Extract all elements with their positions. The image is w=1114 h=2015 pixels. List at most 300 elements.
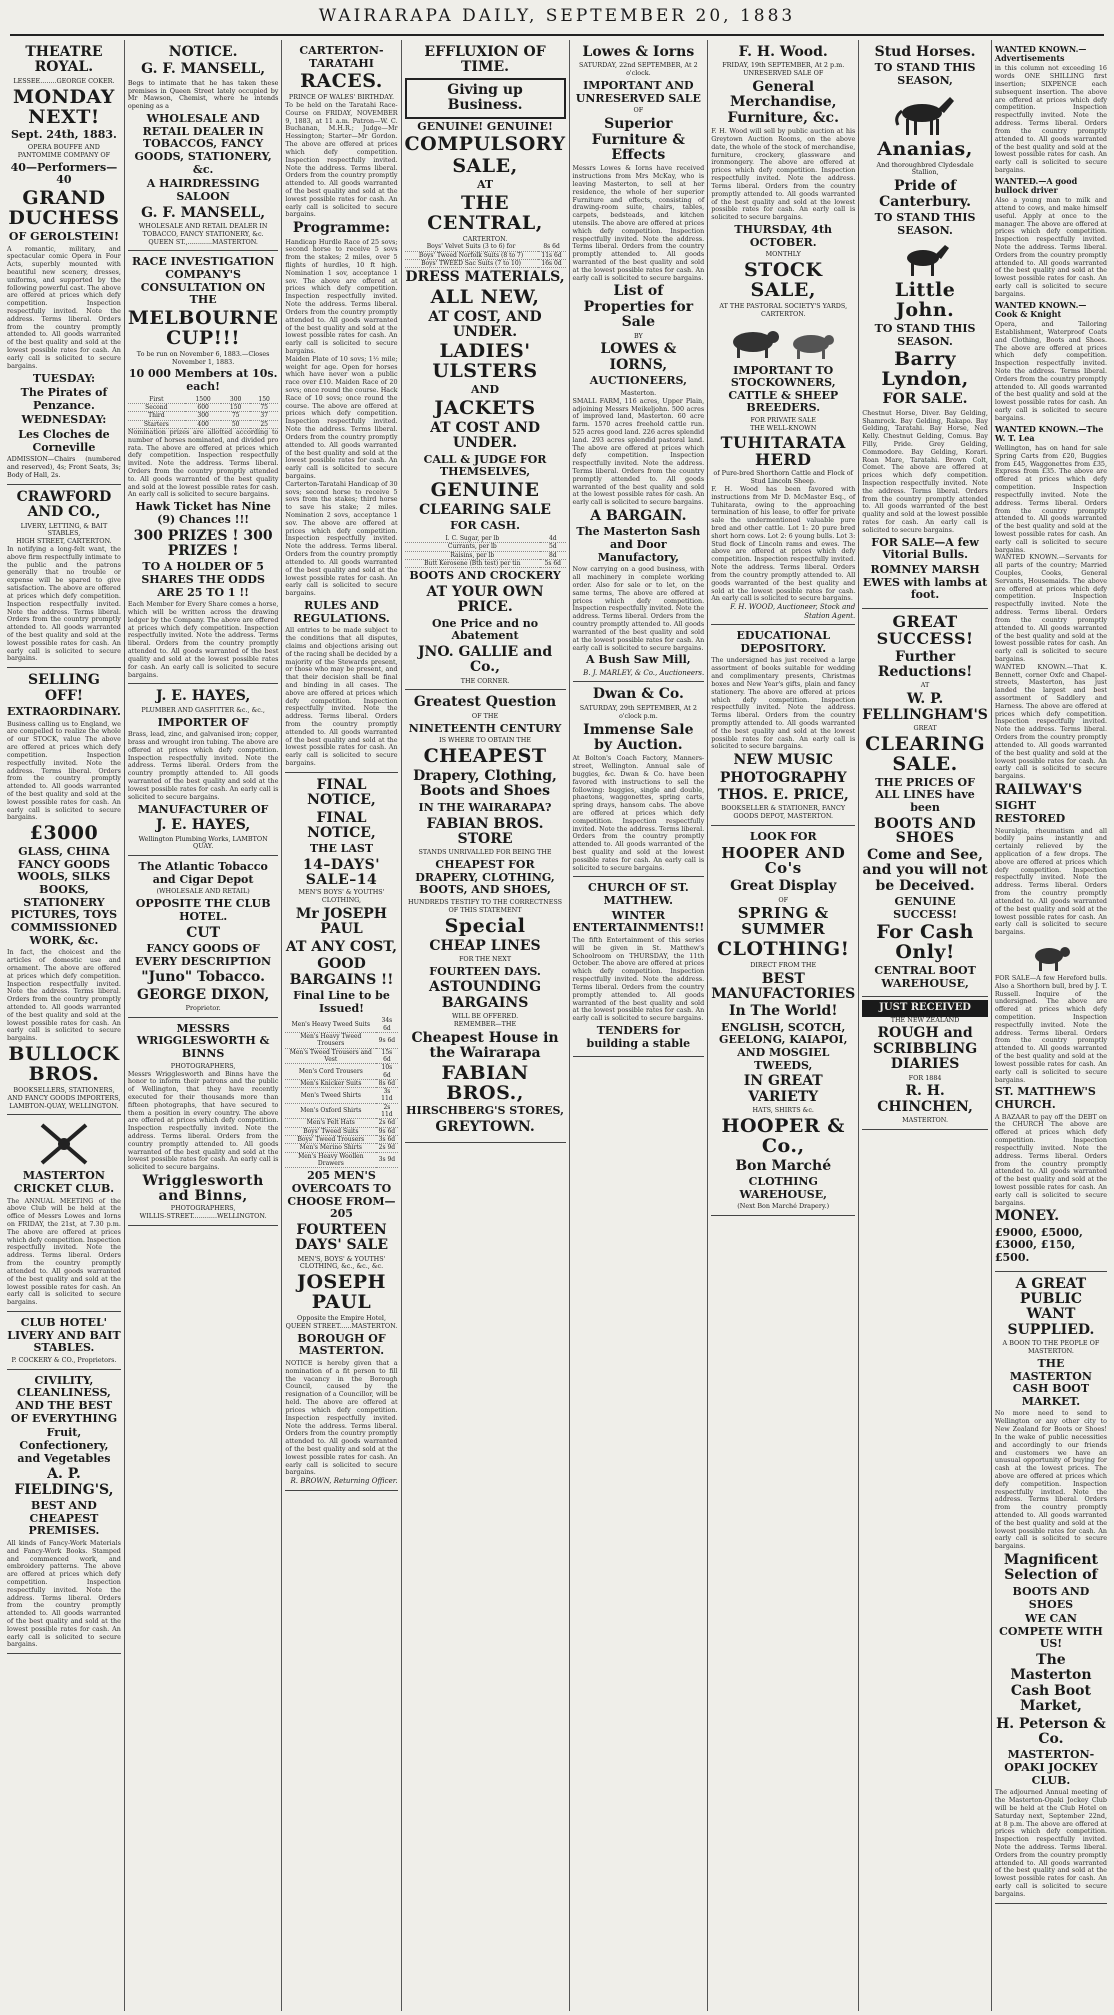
- stud-name: Ananias,: [877, 137, 973, 160]
- masthead-rule: [10, 34, 1104, 36]
- selling-body: Business calling us to England, we are compelled to realize the whole of our STOCK, value The above are offered at prices which defy competition. Inspection respectfully invited. Note the address. Terms liberal. Orders from the country promptly attended to. All goods warranted of the best quality and sold at the lowest possible rates for cash. An early call is solicited to secure bargains.: [7, 721, 121, 823]
- bullock-sub: BOOKSELLERS, STATIONERS, AND FANCY GOODS IMPORTERS,: [7, 1085, 121, 1102]
- wrigg-sub: PHOTOGRAPHERS,: [170, 1061, 236, 1070]
- theatre-heading: THEATRE ROYAL.: [25, 44, 103, 76]
- wanted-sight-body: Neuralgia, rheumatism and all bodily pains instantly and certainly relieved by the application of a few drops. The above are offered at prices which defy competition. Inspection respectfully invited. Note the address. Terms liberal. Orders from the country promptly attended to. All goods warranted of the best quality and sold at the lowest possible rates for cash. An early call is solicited to secure bargains.: [995, 828, 1107, 937]
- wanted-3-body: Opera, and Tailoring Establishment, Waterproof Coats and Clothing, Boots and Shoes. The above are offered at prices which defy competition. Inspection respectfully invited. Note the address. Terms liberal. Orders from the country promptly attended to. All goods warranted of the best quality and sold at the lowest possible rates for cash. An early call is solicited to secure bargains.: [995, 321, 1107, 423]
- column-5: [570, 40, 709, 2011]
- greatest-where: IS WHERE TO OBTAIN THE: [439, 736, 531, 745]
- cattle-picture: [711, 322, 855, 362]
- hooper-next: (Next Bon Marché Drapery.): [737, 1202, 830, 1211]
- hayes-importer: IMPORTER OF: [157, 715, 249, 729]
- races-rules-body: All entries to be made subject to the conditions that all disputes, claims and objections arising out of the racing shall be decided by a majority of the Stewards present, or those who may be present, and that their decision shall be final and binding in all cases. The above are offered at prices which defy competition. Inspection respectfully invited. Note the address. Terms liberal. Orders from the country promptly attended to. All goods warranted of the best quality and sold at the lowest possible rates for cash. An early call is solicited to secure bargains.: [285, 627, 397, 768]
- final-jp: JOSEPH PAUL: [296, 1271, 386, 1314]
- wood-important: IMPORTANT TO STOCKOWNERS, CATTLE & SHEEP BREEDERS.: [728, 363, 839, 415]
- theatre-admission: ADMISSION—Chairs (numbered and reserved), 4s; Front Seats, 3s; Body of Hall, 2s.: [7, 455, 121, 479]
- hayes-name-2: J. E. HAYES,: [156, 817, 251, 834]
- theatre-company: OPERA BOUFFE AND PANTOMIME COMPANY OF: [17, 143, 111, 159]
- wanted-2: WANTED.—A good bullock driver: [994, 175, 1078, 195]
- civility-sub: Fruit, Confectionery, and Vegetables: [17, 1426, 111, 1465]
- lowes-important: IMPORTANT AND UNRESERVED SALE: [575, 79, 701, 105]
- crawford-loc: HIGH STREET, CARTERTON.: [16, 537, 112, 546]
- wanted-4: WANTED KNOWN.—The W. T. Lea: [994, 423, 1104, 443]
- final-jp-sub: Opposite the Empire Hotel,: [296, 1314, 386, 1323]
- races-body-2: Maiden Plate of 10 sovs; 1½ mile; weight for age. Open for horses which have never won a public race over £10. Maiden Race of 20 sovs; once round the course. Hack Race of 10 sovs; once round the course. The above are offered at prices which defy competition. Inspection respectfully invited. Note the address. Terms liberal. Orders from the country promptly attended to. All goods warranted of the best quality and sold at the lowest possible rates for cash. An early call is solicited to secure bargains.: [285, 356, 397, 481]
- fellingham-heading: GREAT SUCCESS!: [876, 611, 974, 648]
- stud-pride: Pride of Canterbury.: [879, 178, 971, 210]
- selling-ad: [7, 668, 121, 1115]
- theatre-show-sub: OF GEROLSTEIN!: [8, 229, 119, 243]
- wood-society: AT THE PASTORAL SOCIETY'S YARDS, CARTERTON.: [719, 301, 848, 318]
- greatest-century: NINETEENTH CENTURY: [408, 721, 562, 735]
- cashboot-compete: WE CAN COMPETE WITH US!: [999, 1612, 1103, 1651]
- hayes-sub-2: Wellington Plumbing Works, LAMBTON QUAY.: [138, 834, 268, 851]
- chinchen-diaries: ROUGH and SCRIBBLING DIARIES: [872, 1025, 978, 1073]
- greatest-greytown: GREYTOWN.: [435, 1119, 535, 1136]
- church-winter: WINTER ENTERTAINMENTS!!: [572, 908, 705, 935]
- final-list: Final Line to be Issued!: [293, 989, 390, 1015]
- effluxion-jackets: JACKETS: [434, 396, 536, 419]
- tobacco-fancy: FANCY GOODS OF EVERY DESCRIPTION: [135, 941, 272, 968]
- fellingham-ad: [862, 609, 988, 998]
- wanted-ad: [995, 40, 1107, 1272]
- theatre-lessee: LESSEE........GEORGE COKER.: [13, 76, 115, 85]
- dwan-heading: Dwan & Co.: [592, 686, 684, 703]
- stud-heading: Stud Horses.: [874, 44, 976, 60]
- fellingham-at: AT: [920, 681, 930, 690]
- effluxion-forcash: FOR CASH.: [450, 519, 520, 533]
- lowes-firm: LOWES & IORNS,: [600, 341, 677, 373]
- notice-name: G. F. MANSELL,: [141, 61, 266, 78]
- hawk-prizes: 300 PRIZES ! 300 PRIZES !: [133, 527, 273, 559]
- hooper-warehouse: CLOTHING WAREHOUSE,: [739, 1175, 827, 1201]
- stud-stand-3: TO STAND THIS SEASON.: [874, 322, 976, 348]
- lowes-loc: Masterton.: [620, 388, 657, 397]
- effluxion-cost-2: AT COST AND UNDER.: [430, 419, 540, 452]
- greatest-heading: Greatest Question: [413, 694, 557, 711]
- hooper-variety: IN GREAT VARIETY: [743, 1073, 823, 1105]
- race-ad: [128, 251, 279, 684]
- theatre-date: MONDAY NEXT!: [13, 85, 115, 128]
- civility-note: BEST AND CHEAPEST PREMISES.: [28, 1498, 100, 1538]
- effluxion-ad: [405, 40, 566, 690]
- fellingham-sub: Further Reductions!: [877, 648, 973, 680]
- wrigg-firm: Wrigglesworth and Binns,: [142, 1173, 264, 1204]
- theatre-show: GRAND DUCHESS: [8, 187, 120, 229]
- church-heading: CHURCH OF ST. MATTHEW.: [588, 881, 689, 908]
- fellingham-central: CENTRAL BOOT WAREHOUSE,: [874, 964, 976, 990]
- bullock-loc: LAMBTON-QUAY, WELLINGTON.: [9, 1101, 119, 1110]
- cashboot-boon: A BOON TO THE PEOPLE OF MASTERTON.: [1002, 1339, 1100, 1356]
- stud-sub: And thoroughbred Clydesdale Stallion,: [876, 160, 974, 177]
- greatest-next: FOR THE NEXT: [458, 954, 512, 963]
- final-cost: AT ANY COST,: [285, 938, 398, 955]
- masthead-title: WAIRARAPA DAILY, SEPTEMBER 20, 1883: [318, 6, 796, 26]
- wood-body: F. H. Wood will sell by public auction at his Greytown Auction Rooms, on the above date, the whole of the stock of merchandise, furniture, crockery, glassware and ironmongery. The above are offered at prices which defy competition. Inspection respectfully invited. Note the address. Terms liberal. Orders from the country promptly attended to. All goods warranted of the best quality and sold at the lowest possible rates for cash. An early call is solicited to secure bargains.: [711, 128, 855, 222]
- tobacco-sub: (WHOLESALE AND RETAIL): [156, 887, 250, 896]
- races-ad: [285, 40, 397, 773]
- effluxion-loc: CARTERTON.: [462, 234, 508, 243]
- column-8: [992, 40, 1110, 2011]
- horse-picture-1: [862, 91, 988, 137]
- final-heading-2: FINAL NOTICE,: [307, 809, 376, 842]
- wrigg-heading: MESSRS WRIGGLESWORTH & BINNS: [136, 1021, 270, 1061]
- final-price-table: Men's Heavy Tweed Suits 34s 6d Men's Heavy Tweed Trousers 9s 6d Men's Tweed Trousers and Vest 15s 6d Men's Cord Trousers 10s 6d Men's Knicker Suits 8s 6d Men's Tweed Shirts 3s 11d Men's Oxford Shirts 2s 11d Men's Felt Hats 2s 6d Boys' Tweed Suits 9s 6d Boys' Tweed Trousers 3s 6d Men's Merino Shirts 2s 9d Men's Heavy Woollen Drawers 3s 9d: [285, 1017, 397, 1168]
- wood-unreserved: UNRESERVED SALE OF: [743, 69, 824, 78]
- wood-stock: STOCK SALE,: [743, 259, 823, 301]
- cashboot-masterton: The Masterton Cash Boot Market,: [1010, 1652, 1092, 1715]
- hawk-holder: TO A HOLDER OF 5 SHARES THE ODDS ARE 25 TO 1 !!: [141, 560, 265, 599]
- column-1: [4, 40, 125, 2011]
- lowes-bush: A Bush Saw Mill,: [586, 653, 691, 667]
- columns: [4, 40, 1110, 2011]
- lowes-superior: Superior Furniture & Effects: [591, 116, 685, 163]
- wrigg-firm-sub: PHOTOGRAPHERS,: [170, 1204, 236, 1213]
- lowes-sash: The Masterton Sash and Door Manufactory,: [576, 525, 701, 564]
- final-fourteen-sub: MEN'S, BOYS' & YOUTHS' CLOTHING, &c., &c., &c.: [297, 1254, 386, 1271]
- wood-known: THE WELL-KNOWN: [750, 423, 817, 432]
- notice-heading: NOTICE.: [168, 44, 238, 60]
- greatest-astounding: ASTOUNDING BARGAINS: [429, 979, 542, 1011]
- chinchen-loc: MASTERTON.: [902, 1116, 948, 1125]
- effluxion-all: ALL NEW,: [430, 285, 540, 308]
- theatre-tuesday: TUESDAY:: [32, 371, 96, 385]
- hooper-hats: HATS, SHIRTS &c.: [752, 1106, 814, 1115]
- bullock-heading: BULLOCK BROS.: [8, 1043, 120, 1085]
- hooper-marche: Bon Marché: [735, 1157, 832, 1174]
- greatest-fabian-2: FABIAN BROS.,: [441, 1061, 529, 1104]
- selling-heading: SELLING OFF!: [28, 672, 100, 704]
- notice-trade: WHOLESALE AND RETAIL DEALER IN TOBACCOS, FANCY GOODS, STATIONERY, &c.: [134, 112, 272, 176]
- civility-ad: [7, 1370, 121, 1655]
- effluxion-sale: SALE,: [452, 155, 518, 178]
- cashboot-boots: BOOTS AND SHOES: [1012, 1584, 1090, 1611]
- races-body: Handicap Hurdle Race of 25 sovs; second horse to receive 5 sovs from the stakes; 2 miles, over 5 flights of hurdles, 10 ft high. Nomination 1 sov, acceptance 1 sov. The above are offered at prices which defy competition. Inspection respectfully invited. Note the address. Terms liberal. Orders from the country promptly attended to. All goods warranted of the best quality and sold at the lowest possible rates for cash. An early call is solicited to secure bargains.: [285, 239, 397, 356]
- stud-stand-2: TO STAND THIS SEASON.: [874, 211, 976, 237]
- civility-name: A. P. FIELDING'S,: [14, 1466, 114, 1498]
- wanted-1: WANTED KNOWN.—Advertisements: [994, 44, 1087, 64]
- final-last: THE LAST: [309, 842, 374, 856]
- effluxion-dress: DRESS MATERIALS,: [405, 269, 565, 286]
- final-signed: R. BROWN, Returning Officer.: [290, 1477, 398, 1486]
- dwan-immense: Immense Sale by Auction.: [583, 721, 694, 753]
- effluxion-yourprice: AT YOUR OWN PRICE.: [426, 583, 544, 616]
- crawford-heading: CRAWFORD AND CO.,: [16, 488, 112, 521]
- lowes-list: List of Properties for Sale: [583, 283, 694, 331]
- bull-icon: [1029, 940, 1073, 972]
- cattle-icon: [723, 322, 843, 362]
- educational-photo: PHOTOGRAPHY: [719, 769, 847, 786]
- wood-thursday: THURSDAY, 4th OCTOBER.: [734, 222, 833, 249]
- greatest-cheapest: CHEAPEST: [423, 745, 547, 768]
- club-ad: [7, 1312, 121, 1370]
- hayes-ad: [128, 684, 279, 856]
- greatest-hirsch: HIRSCHBERG'S STORES,: [406, 1104, 564, 1118]
- crossed-bats-icon: [34, 1121, 94, 1167]
- educational-heading: EDUCATIONAL DEPOSITORY.: [736, 629, 830, 655]
- final-bargains: GOOD BARGAINS !!: [289, 956, 394, 988]
- cashboot-market: THE MASTERTON CASH BOOT MARKET.: [1009, 1356, 1092, 1408]
- hayes-heading: J. E. HAYES,: [156, 688, 251, 705]
- races-heading: CARTERTON-TARATAHI: [299, 44, 384, 70]
- cricket-picture: [7, 1121, 121, 1167]
- races-rules: RULES AND REGULATIONS.: [293, 598, 390, 625]
- lowes-ad: [573, 40, 705, 682]
- hooper-spring: SPRING & SUMMER: [737, 904, 829, 939]
- selling-body-2: In fact, the choicest and the articles of domestic use and ornament. The above are offered at prices which defy competition. Inspection respectfully invited. Note the address. Terms liberal. Orders from the country promptly attended to. All goods warranted of the best quality and sold at the lowest possible rates for cash. An early call is solicited to secure bargains.: [7, 949, 121, 1043]
- effluxion-oneprice: One Price and no Abatement: [431, 616, 539, 643]
- races-big: RACES.: [300, 70, 383, 93]
- educational-music: NEW MUSIC: [733, 752, 834, 769]
- races-sub: PRINCE OF WALES' BIRTHDAY.: [288, 93, 395, 102]
- greatest-cheapest-2: CHEAPEST FOR DRAPERY, CLOTHING, BOOTS, AND SHOES,: [415, 858, 555, 897]
- stud-ad: [862, 40, 988, 609]
- stud-rams: ROMNEY MARSH EWES with lambs at foot.: [862, 563, 988, 602]
- church-tenders: TENDERS for building a stable: [586, 1023, 691, 1050]
- effluxion-sub: Giving up Business.: [405, 78, 566, 119]
- wood-tuhitarata: TUHITARATA HERD: [720, 432, 846, 469]
- dwan-body: At Bolton's Coach Factory, Manners-street, Wellington. Annual sale of buggies, &c. Dwan & Co. have been favored with instructions to sell the following: buggies, single and double, phaetons, waggonettes, spring carts, spring drays, hansom cabs. The above are offered at prices which defy competition. Inspection respectfully invited. Note the address. Terms liberal. Orders from the country promptly attended to. All goods warranted of the best quality and sold at the lowest possible rates for cash. An early call is solicited to secure bargains.: [573, 755, 705, 872]
- cashboot-body: No more need to send to Wellington or any other city to New Zealand for Boots or Shoes! In the wake of public necessities and accordingly to our friends and customers we have an unusual opportunity of buying for cash at the lowest prices. The above are offered at prices which defy competition. Inspection respectfully invited. Note the address. Terms liberal. Orders from the country promptly attended to. All goods warranted of the best quality and sold at the lowest possible rates for cash. An early call is solicited to secure bargains.: [995, 1410, 1107, 1551]
- hooper-look: LOOK FOR: [749, 830, 817, 844]
- greatest-fabian: FABIAN BROS. STORE: [426, 815, 544, 847]
- theatre-corneville: Les Cloches de Corneville: [18, 428, 110, 454]
- final-jp-loc: QUEEN STREET......MASTERTON.: [285, 1321, 398, 1330]
- column-6: [708, 40, 859, 2011]
- stud-sale: FOR SALE.: [882, 391, 968, 408]
- greatest-ad: [405, 690, 566, 1142]
- hooper-of: OF: [778, 895, 789, 904]
- civility-heading: CIVILITY, CLEANLINESS, AND THE BEST OF EVERYTHING: [10, 1373, 118, 1425]
- wrigg-ad: [128, 1018, 279, 1226]
- horse-picture-2: [862, 240, 988, 278]
- educational-ad: [711, 625, 855, 826]
- theatre-wednesday: WEDNESDAY:: [21, 413, 107, 427]
- wanted-rail: RAILWAY'S: [994, 781, 1083, 798]
- lowes-heading: Lowes & Iorns: [582, 44, 695, 60]
- tobacco-owner-sub: Proprietor.: [185, 1004, 221, 1012]
- cashboot-public: A GREAT PUBLIC WANT SUPPLIED.: [1007, 1275, 1095, 1338]
- wood-ad: [711, 40, 855, 625]
- effluxion-central: THE CENTRAL,: [427, 191, 543, 234]
- wanted-7-body: FOR SALE—A few Hereford bulls. Also a Shorthorn bull, bred by J. T. Russell. Inquire of the undersigned. The above are offered at prices which defy competition. Inspection respectfully invited. Note the address. Terms liberal. Orders from the country promptly attended to. All goods warranted of the best quality and sold at the lowest possible rates for cash. An early call is solicited to secure bargains.: [995, 975, 1107, 1084]
- theatre-body: A romantic, military, and spectacular comic Opera in Four Acts, superbly mounted with beautiful new scenery, dresses, uniforms, and supported by the following powerful cast. The above are offered at prices which defy competition. Inspection respectfully invited. Note the address. Terms liberal. Orders from the country promptly attended to. All goods warranted of the best quality and sold at the lowest possible rates for cash. An early call is solicited to secure bargains.: [7, 246, 121, 371]
- wood-date: FRIDAY, 19th SEPTEMBER, At 2 p.m.: [722, 61, 845, 70]
- effluxion-grocery-table: I. C. Sugar, per lb 4d Currants, per lb 5d Raisins, per lb 8d Butt Kerosene (Bth test) per tin 5s 6d: [405, 535, 566, 568]
- lowes-sash-body: Now carrying on a good business, with all machinery in complete working order. Also for sale or to let, on the same terms, The above are offered at prices which defy competition. Inspection respectfully invited. Note the address. Terms liberal. Orders from the country promptly attended to. All goods warranted of the best quality and sold at the lowest possible rates for cash. An early call is solicited to secure bargains.: [573, 566, 705, 652]
- race-prize-table: First 1500 300 150 Second 600 150 75 Third 300 75 37 Starters 400 50 25: [128, 396, 279, 429]
- greatest-of: OF THE: [471, 711, 499, 720]
- chinchen-year: FOR 1884: [908, 1073, 942, 1082]
- cashboot-jockey-body: The adjourned Annual meeting of the Masterton-Opaki Jockey Club will be held at the Club Hotel on Saturday next, September 22nd, at 8 p.m. The above are offered at prices which defy competition. Inspection respectfully invited. Note the address. Terms liberal. Orders from the country promptly attended to. All goods warranted of the best quality and sold at the lowest possible rates for cash. An early call is solicited to secure bargains.: [995, 1789, 1107, 1898]
- stud-stand: TO STAND THIS SEASON,: [874, 61, 976, 88]
- effluxion-gallie: JNO. GALLIE and Co.,: [417, 643, 553, 676]
- masthead: [0, 0, 1114, 40]
- mansell-name: G. F. MANSELL,: [141, 204, 266, 221]
- race-heading: RACE INVESTIGATION COMPANY'S CONSULTATION ON THE: [131, 255, 275, 307]
- column-7: [859, 40, 992, 2011]
- mansell-sub: WHOLESALE AND RETAIL DEALER IN TOBACCO, FANCY STATIONERY, &c.: [138, 221, 268, 238]
- chinchen-new: THE NEW ZEALAND: [890, 1015, 960, 1024]
- cashboot-jockey: MASTERTON-OPAKI JOCKEY CLUB.: [1004, 1748, 1098, 1787]
- hayes-body: Brass, lead, zinc, and galvanised iron; copper, brass and wrought iron tubing. The above are offered at prices which defy competition. Inspection respectfully invited. Note the address. Terms liberal. Orders from the country promptly attended to. All goods warranted of the best quality and sold at the lowest possible rates for cash. An early call is solicited to secure bargains.: [128, 731, 279, 801]
- crawford-body: In notifying a long-felt want, the above firm respectfully intimate to the public and the patrons generally that no trouble or expense will be spared to give satisfaction. The above are offered at prices which defy competition. Inspection respectfully invited. Note the address. Terms liberal. Orders from the country promptly attended to. All goods warranted of the best quality and sold at the lowest possible rates for cash. An early call is solicited to secure bargains.: [7, 546, 121, 663]
- greatest-cheap: CHEAP LINES: [429, 937, 541, 954]
- effluxion-boots: BOOTS AND CROCKERY: [409, 569, 561, 583]
- final-mens: MEN'S BOYS' & YOUTHS' CLOTHING,: [298, 888, 385, 905]
- lowes-sat: SATURDAY, 22nd SEPTEMBER, At 2 o'clock.: [579, 61, 698, 78]
- final-ad: [285, 773, 397, 1491]
- wanted-1-body: in this column not exceeding 16 words ONE SHILLING first insertion; SIXPENCE each subsequent insertion. The above are offered at prices which defy competition. Inspection respectfully invited. Note the address. Terms liberal. Orders from the country promptly attended to. All goods warranted of the best quality and sold at the lowest possible rates for cash. An early call is solicited to secure bargains.: [995, 65, 1107, 174]
- hayes-manu: MANUFACTURER OF: [137, 802, 269, 816]
- civility-body: All kinds of Fancy-Work Materials and Fancy-Work Books. Stamped and commenced work, and embroidery patterns. The above are offered at prices which defy competition. Inspection respectfully invited. Note the address. Terms liberal. Orders from the country promptly attended to. All goods warranted of the best quality and sold at the lowest possible rates for cash. An early call is solicited to secure bargains.: [7, 1540, 121, 1649]
- wrigg-body: Messrs Wrigglesworth and Binns have the honor to inform their patrons and the public of Wellington, that they have recently executed for their thousands more than fifteen photographs, that have secured to them a position in every country. The above are offered at prices which defy competition. Inspection respectfully invited. Note the address. Terms liberal. Orders from the country promptly attended to. All goods warranted of the best quality and sold at the lowest possible rates for cash. An early call is solicited to secure bargains.: [128, 1071, 279, 1173]
- lowes-properties: SMALL FARM, 116 acres, Upper Plain, adjoining Messrs Meikeljohn. 500 acres of improved land, Masterton. 60 acre farm. 1570 acres freehold cattle run. 525 acres good land. 226 acres splendid land. 293 acres splendid pastoral land. The above are offered at prices which defy competition. Inspection respectfully invited. Note the address. Terms liberal. Orders from the country promptly attended to. All goods warranted of the best quality and sold at the lowest possible rates for cash. An early call is solicited to secure bargains.: [573, 398, 705, 507]
- horse-icon: [890, 91, 960, 137]
- stud-ram: FOR SALE—A few Vitorial Bulls.: [871, 535, 979, 562]
- cashboot-magnificent: Magnificent Selection of: [1003, 1552, 1098, 1584]
- effluxion-price-table: Boys' Velvet Suits (3 to 6) for 8s 6d Boys' Tweed Norfolk Suits (8 to 7) 11s 6d Boys' TWEED Sac Suits (7 to 10) 16s 0d: [405, 243, 566, 268]
- races-programme: Programme:: [292, 220, 391, 237]
- fellingham-boots: BOOTS AND SHOES: [873, 815, 977, 847]
- greatest-fortnight: FOURTEEN DAYS.: [429, 964, 541, 978]
- effluxion-call: CALL & JUDGE FOR THEMSELVES,: [423, 452, 547, 479]
- hooper-firm: HOOPER & Co.,: [721, 1114, 845, 1157]
- club-heading: CLUB HOTEL' LIVERY AND BAIT STABLES.: [7, 1315, 121, 1355]
- effluxion-genuine-2: GENUINE: [430, 478, 540, 501]
- club-sub: P. COCKERY & CO., Proprietors.: [11, 1355, 117, 1364]
- hawk-body: Each Member for Every Share comes a horse, which will be written across the drawing ledger by the Company. The above are offered at prices which defy competition. Inspection respectfully invited. Note the address. Terms liberal. Orders from the country promptly attended to. All goods warranted of the best quality and sold at the lowest possible rates for cash. An early call is solicited to secure bargains.: [128, 601, 279, 679]
- wanted-5-body: WANTED KNOWN.—Servants for all parts of the country; Married Couples, Cooks, General Servants, Housemaids. The above are offered at prices which defy competition. Inspection respectfully invited. Note the address. Terms liberal. Orders from the country promptly attended to. All goods warranted of the best quality and sold at the lowest possible rates for cash. An early call is solicited to secure bargains.: [995, 554, 1107, 663]
- wanted-3: WANTED KNOWN.—Cook & Knight: [994, 299, 1087, 319]
- theatre-date-sub: Sept. 24th, 1883.: [10, 128, 117, 142]
- effluxion-ladies: LADIES' ULSTERS: [432, 340, 538, 383]
- wanted-bazaar: A BAZAAR to pay off the DEBT on the CHURCH The above are offered at prices which defy competition. Inspection respectfully invited. Note the address. Terms liberal. Orders from the country promptly attended to. All goods warranted of the best quality and sold at the lowest possible rates for cash. An early call is solicited to secure bargains.: [995, 1114, 1107, 1208]
- greatest-hundreds: HUNDREDS TESTIFY TO THE CORRECTNESS OF THIS STATEMENT: [408, 898, 563, 914]
- dwan-ad: [573, 682, 705, 877]
- selling-heading-2: EXTRAORDINARY.: [7, 705, 121, 718]
- chinchen-just: JUST RECEIVED: [862, 1000, 988, 1016]
- lowes-by: BY: [633, 331, 643, 340]
- effluxion-clearing: CLEARING SALE: [419, 501, 551, 518]
- wood-herd-body: F. H. Wood has been favored with instructions from Mr D. McMaster Esq., of Tuhitarata, owing to the approaching termination of his lease, to offer for private sale the undermentioned valuable pure bred and other cattle. Lot 1: 20 pure bred short horn cows. Lot 2: 6 young bulls. Lot 3: Stud flock of Lincoln rams and ewes. The above are offered at prices which defy competition. Inspection respectfully invited. Note the address. Terms liberal. Orders from the country promptly attended to. All goods warranted of the best quality and sold at the lowest possible rates for cash. An early call is solicited to secure bargains.: [711, 486, 855, 603]
- educational-price: THOS. E. PRICE,: [717, 787, 849, 803]
- wanted-money: MONEY.: [994, 1208, 1060, 1225]
- theatre-performers: 40—Performers—40: [10, 160, 118, 187]
- final-heading: FINAL NOTICE,: [307, 776, 376, 809]
- column-4: [402, 40, 570, 2011]
- wood-pure: of Pure-bred Shorthorn Cattle and Flock of Stud Lincoln Sheep.: [713, 469, 854, 486]
- tobacco-cut: CUT: [186, 924, 221, 941]
- greatest-special: Special: [444, 914, 526, 937]
- fellingham-cash: For Cash Only!: [876, 921, 974, 964]
- effluxion-compulsory: COMPULSORY: [404, 133, 566, 156]
- wanted-4-body: Wellington, has on hand for sale Spring Carts from £20, Buggies from £45, Waggonettes from £35, Express from £35. The above are offered at prices which defy competition. Inspection respectfully invited. Note the address. Terms liberal. Orders from the country promptly attended to. All goods warranted of the best quality and sold at the lowest possible rates for cash. An early call is solicited to secure bargains.: [995, 445, 1107, 554]
- greatest-drapery: Drapery, Clothing, Boots and Shoes: [413, 768, 557, 800]
- theatre-ad: [7, 40, 121, 485]
- final-borough: BOROUGH OF MASTERTON.: [297, 1331, 386, 1358]
- final-days: 14–DAYS' SALE–14: [302, 857, 381, 888]
- hooper-world: In The World!: [728, 1003, 838, 1020]
- final-overcoats: 205 MEN'S OVERCOATS TO CHOOSE FROM—205: [287, 1169, 396, 1221]
- wood-signed: F. H. WOOD, Auctioneer, Stock and Station Agent.: [730, 603, 856, 620]
- lowes-auct: AUCTIONEERS,: [589, 374, 687, 388]
- chinchen-ad: [862, 997, 988, 1130]
- theatre-pirates: The Pirates of Penzance.: [20, 386, 108, 412]
- hooper-clothing: CLOTHING!: [717, 937, 850, 960]
- selling-sub: GLASS, CHINA FANCY GOODS WOOLS, SILKS BOOKS, STATIONERY PICTURES, TOYS COMMISSIONED WORK, &c.: [10, 845, 118, 947]
- race-sub: To be run on November 6, 1883.—Closes November 1, 1883.: [136, 349, 270, 366]
- race-cup: MELBOURNE CUP!!!: [127, 306, 279, 349]
- hooper-ad: [711, 826, 855, 1216]
- pony-icon: [897, 240, 953, 278]
- races-intro: To be held on the Taratahi Race-Course on FRIDAY, NOVEMBER 9, 1883, at 11 a.m. Patron—W. C. Buchanan, M.H.R.; Judge—Mr Hessington; Starter—Mr Gordon. The above are offered at prices which defy competition. Inspection respectfully invited. Note the address. Terms liberal. Orders from the country promptly attended to. All goods warranted of the best quality and sold at the lowest possible rates for cash. An early call is solicited to secure bargains.: [285, 102, 397, 219]
- fellingham-clearing: CLEARING SALE.: [865, 732, 986, 775]
- notice-hair: A HAIRDRESSING SALOON: [146, 177, 260, 203]
- wood-monthly: MONTHLY: [765, 250, 801, 259]
- crawford-sub: LIVERY, LETTING, & BAIT STABLES,: [20, 521, 108, 538]
- greatest-remember: REMEMBER—THE: [453, 1020, 517, 1029]
- notice-line: Begs to intimate that he has taken these premises in Queen Street lately occupied by Mr Mawson, Chemist, where he intends opening as a: [127, 78, 279, 111]
- wanted-2-body: Also a young man to milk and attend to cows, and make himself useful. Apply at once to the manager. The above are offered at prices which defy competition. Inspection respectfully invited. Note the address. Terms liberal. Orders from the country promptly attended to. All goods warranted of the best quality and sold at the lowest possible rates for cash. An early call is solicited to secure bargains.: [995, 197, 1107, 299]
- hooper-countries: ENGLISH, SCOTCH, GEELONG, KAIAPOI, AND MOSGIEL TWEEDS,: [719, 1020, 848, 1072]
- effluxion-genuine: GENUINE! GENUINE!: [417, 119, 553, 133]
- fellingham-genuine: GENUINE SUCCESS!: [893, 895, 958, 921]
- hooper-direct: DIRECT FROM THE: [750, 960, 817, 969]
- wanted-6-body: WANTED KNOWN.—That K. Bennett, corner Oxfc and Chapel-streets, Masterton, has just landed the largest and best assortment of Saddlery and Harness. The above are offered at prices which defy competition. Inspection respectfully invited. Note the address. Terms liberal. Orders from the country promptly attended to. All goods warranted of the best quality and sold at the lowest possible rates for cash. An early call is solicited to secure bargains.: [995, 664, 1107, 781]
- final-fourteen: FOURTEEN DAYS' SALE: [294, 1221, 388, 1254]
- effluxion-gallie-sub: THE CORNER.: [460, 676, 510, 685]
- cashboot-peterson: H. Peterson & Co.: [996, 1715, 1106, 1748]
- crawford-ad: [7, 485, 121, 668]
- hooper-best: BEST MANUFACTORIES: [711, 970, 856, 1002]
- wood-general: General Merchandise, Furniture, &c.: [727, 79, 839, 126]
- race-amount: 10 000 Members at 10s. each!: [128, 367, 278, 394]
- effluxion-and: AND: [470, 383, 500, 397]
- wrigg-loc: WILLIS-STREET............WELLINGTON.: [139, 1212, 267, 1221]
- greatest-offered: WILL BE OFFERED.: [451, 1012, 519, 1021]
- fellingham-prices: THE PRICES OF ALL LINES have been: [875, 775, 975, 814]
- selling-amount: £3000: [29, 822, 99, 845]
- church-body: The fifth Entertainment of this series will be given in St. Matthew's Schoolroom on THURSDAY, the 11th October. The above are offered at prices which defy competition. Inspection respectfully invited. Note the address. Terms liberal. Orders from the country promptly attended to. All goods warranted of the best quality and sold at the lowest possible rates for cash. An early call is solicited to secure bargains.: [573, 937, 705, 1023]
- mansell-loc: QUEEN ST.,............MASTERTON.: [148, 237, 258, 246]
- stud-barry: Barry Lyndon,: [881, 348, 969, 391]
- column-3: [282, 40, 401, 2011]
- column-2: [125, 40, 283, 2011]
- cricket-heading: MASTERTON CRICKET CLUB.: [13, 1169, 115, 1195]
- church-ad: [573, 877, 705, 1057]
- educational-price-sub: BOOKSELLER & STATIONER, FANCY GOODS DEPOT, MASTERTON.: [721, 804, 846, 821]
- wood-heading: F. H. Wood.: [738, 44, 828, 60]
- bull-picture: [995, 940, 1107, 972]
- effluxion-at: AT: [476, 178, 494, 192]
- cricket-body: The ANNUAL MEETING of the above Club will be held at the office of Messrs Lowes and Iorns on FRIDAY, the 21st, at 7.30 p.m. The above are offered at prices which defy competition. Inspection respectfully invited. Note the address. Terms liberal. Orders from the country promptly attended to. All goods warranted of the best quality and sold at the lowest possible rates for cash. An early call is solicited to secure bargains.: [7, 1198, 121, 1307]
- wanted-sight: SIGHT RESTORED: [994, 799, 1066, 825]
- final-name: Mr JOSEPH PAUL: [295, 906, 388, 938]
- lowes-body: Messrs Lowes & Iorns have received instructions from Mrs McKay, who is leaving Masterton, to sell at her residence, the whole of her superior Furniture and effects, consisting of drawing-room suite, chairs, tables, carpets, bedsteads, and kitchen utensils. The above are offered at prices which defy competition. Inspection respectfully invited. Note the address. Terms liberal. Orders from the country promptly attended to. All goods warranted of the best quality and sold at the lowest possible rates for cash. An early call is solicited to secure bargains.: [573, 165, 705, 282]
- educational-body: The undersigned has just received a large assortment of books suitable for wedding and complimentary presents, Christmas boxes and New Year's gifts, plain and fancy stationery. The above are offered at prices which defy competition. Inspection respectfully invited. Note the address. Terms liberal. Orders from the country promptly attended to. All goods warranted of the best quality and sold at the lowest possible rates for cash. An early call is solicited to secure bargains.: [711, 657, 855, 751]
- race-body: Nomination prizes are allotted according to number of horses nominated, and divided pro rata. The above are offered at prices which defy competition. Inspection respectfully invited. Note the address. Terms liberal. Orders from the country promptly attended to. All goods warranted of the best quality and sold at the lowest possible rates for cash. An early call is solicited to secure bargains.: [128, 429, 279, 499]
- lowes-bargain: A BARGAIN.: [590, 508, 687, 525]
- tobacco-heading: The Atlantic Tobacco and Cigar Depot: [138, 860, 268, 886]
- greatest-stands: STANDS UNRIVALLED FOR BEING THE: [418, 848, 552, 857]
- hawk-heading: Hawk Ticket has Nine (9) Chances !!!: [135, 500, 271, 526]
- notice-ad: [128, 40, 279, 251]
- tobacco-opp: OPPOSITE THE CLUB HOTEL.: [135, 897, 271, 923]
- chinchen-name: R. H. CHINCHEN,: [877, 1083, 973, 1115]
- wanted-amounts: £9000, £5000, £3000, £150, £500.: [994, 1225, 1083, 1265]
- stud-sale-body: Chestnut Horse, Diver. Bay Gelding, Shamrock. Bay Gelding, Rakapo. Bay Gelding, Taratahi. Bay Horse, Ned Kelly. Chestnut Gelding, Comus. Bay Filly, Pride. Grey Gelding, Commodore. Bay Gelding, Korari. Roan Mare, Taratahi. Brown Colt, Comet. The above are offered at prices which defy competition. Inspection respectfully invited. Note the address. Terms liberal. Orders from the country promptly attended to. All goods warranted of the best quality and sold at the lowest possible rates for cash. An early call is solicited to secure bargains.: [862, 410, 988, 535]
